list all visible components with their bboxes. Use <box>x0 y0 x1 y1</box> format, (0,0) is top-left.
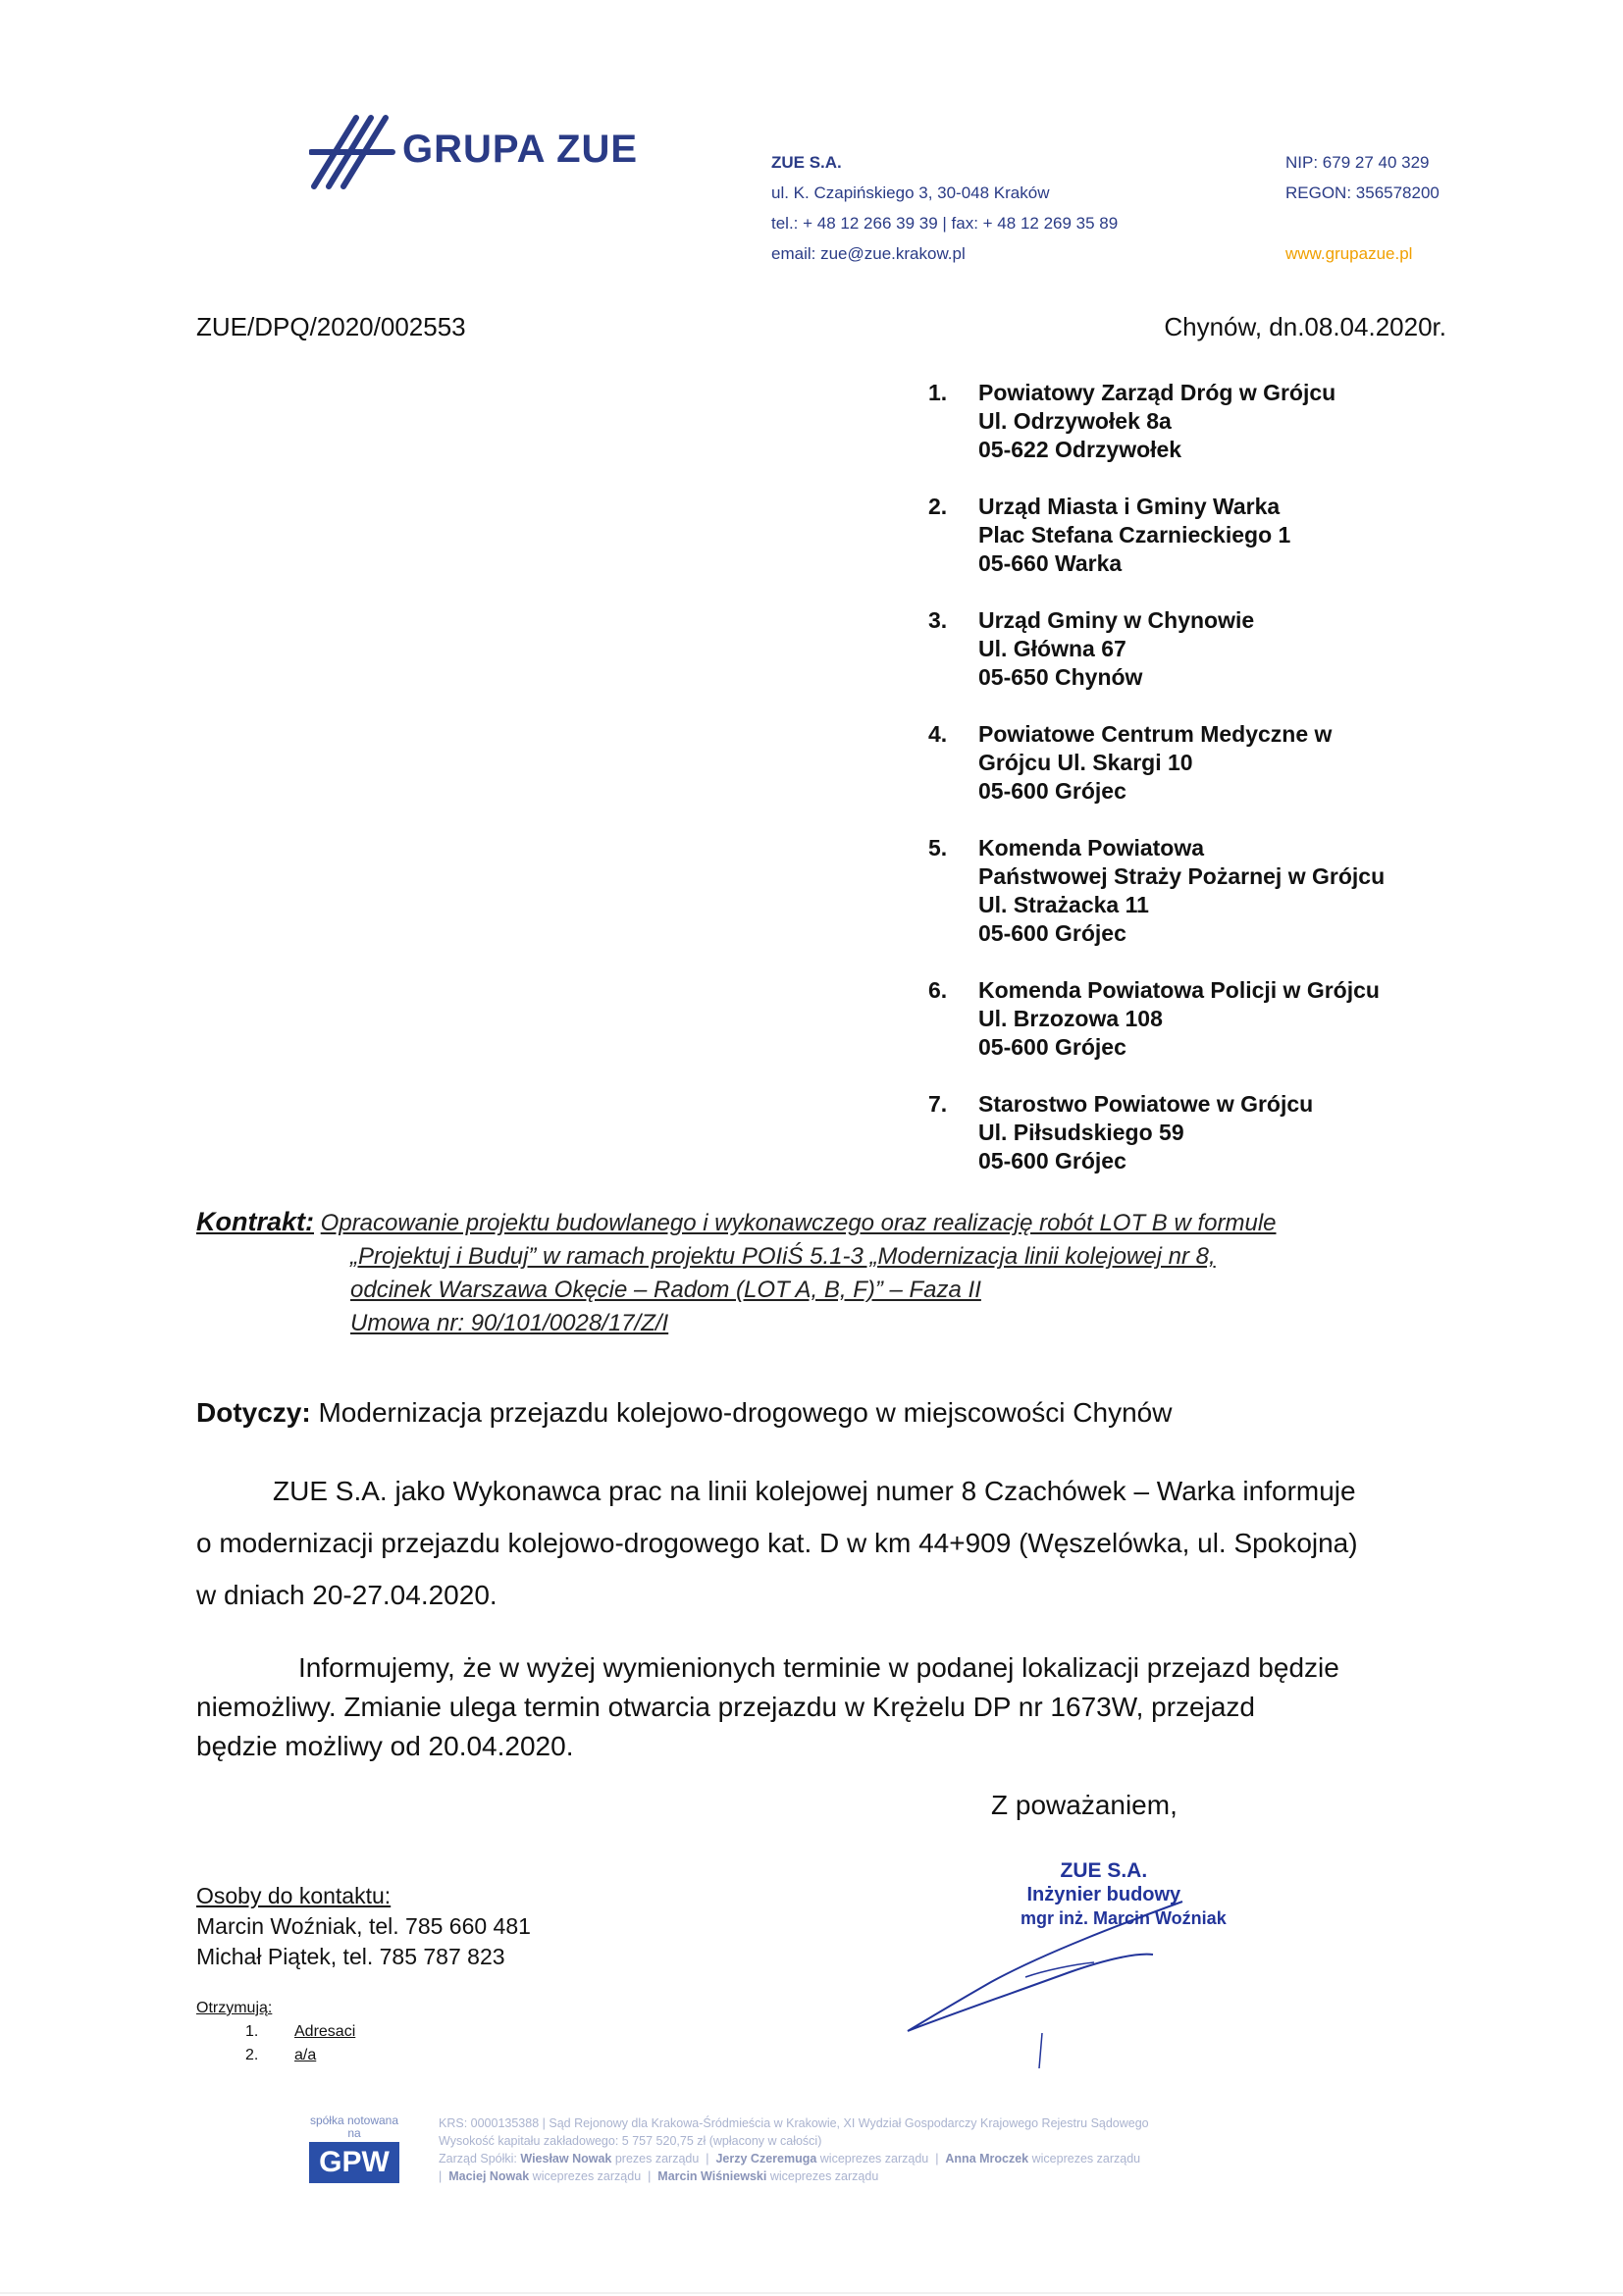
addressee-number: 5. <box>928 835 948 861</box>
footer-board: Zarząd Spółki: Wiesław Nowak prezes zarządu | Jerzy Czeremuga wiceprezes zarządu | Anna Mroczek wiceprezes zarządu <box>439 2152 1141 2166</box>
board-member-role: prezes zarządu <box>614 2152 700 2166</box>
addressee-line: Ul. Piłsudskiego 59 <box>978 1120 1184 1145</box>
board-member-role: wiceprezes zarządu <box>819 2152 929 2166</box>
addressee-number: 2. <box>928 494 948 519</box>
addressee-number: 1. <box>928 380 948 405</box>
board-member-name: Marcin Wiśniewski <box>657 2169 767 2183</box>
board-member-role: wiceprezes zarządu <box>1031 2152 1141 2166</box>
company-nip: NIP: 679 27 40 329 <box>1285 153 1430 172</box>
gpw-badge: GPW <box>309 2142 399 2183</box>
addressee-item <box>928 379 1537 464</box>
addressee-line: Starostwo Powiatowe w Grójcu <box>978 1091 1314 1117</box>
contract-line: „Projektuj i Buduj” w ramach projektu POIiŚ 5.1-3 „Modernizacja linii kolejowej nr 8, <box>350 1243 1216 1270</box>
board-member-name: Wiesław Nowak <box>520 2152 612 2166</box>
body-paragraph-1 <box>196 1465 1472 1621</box>
addressee-item <box>928 606 1537 692</box>
stamp-role: Inżynier budowy <box>1026 1884 1181 1905</box>
addressee-line: Komenda Powiatowa <box>978 835 1205 861</box>
addressee-line: Ul. Brzozowa 108 <box>978 1006 1163 1031</box>
board-member-name: Anna Mroczek <box>945 2152 1029 2166</box>
board-member-name: Maciej Nowak <box>448 2169 530 2183</box>
company-registry <box>1285 147 1440 269</box>
board-member-name: Jerzy Czeremuga <box>715 2152 817 2166</box>
contract-label: Kontrakt: <box>196 1207 314 1236</box>
body-paragraph-2 <box>196 1648 1472 1766</box>
board-prefix: Zarząd Spółki: <box>439 2152 517 2166</box>
paragraph-line: o modernizacji przejazdu kolejowo-drogowego kat. D w km 44+909 (Węszelówka, ul. Spokojna) <box>196 1528 1358 1558</box>
addressee-list <box>928 379 1537 1204</box>
addressee-number: 4. <box>928 721 948 747</box>
regarding-line <box>196 1397 1172 1429</box>
recipient-item <box>196 2020 355 2044</box>
stamp-company: ZUE S.A. <box>1060 1859 1148 1882</box>
contact-person: Marcin Woźniak, tel. 785 660 481 <box>196 1913 531 1939</box>
addressee-line: Urząd Gminy w Chynowie <box>978 607 1255 633</box>
addressee-item <box>928 1090 1537 1175</box>
regarding-label: Dotyczy: <box>196 1397 311 1428</box>
paragraph-line: niemożliwy. Zmianie ulega termin otwarcia przejazdu w Krężelu DP nr 1673W, przejazd <box>196 1692 1255 1722</box>
footer-krs: KRS: 0000135388 | Sąd Rejonowy dla Krakowa-Śródmieścia w Krakowie, XI Wydział Gospodarczy Krajowego Rejestru Sądowego <box>439 2116 1149 2130</box>
footer-capital: Wysokość kapitału zakładowego: 5 757 520,75 zł (wpłacony w całości) <box>439 2134 822 2148</box>
addressee-line: 05-660 Warka <box>978 550 1123 576</box>
contact-persons <box>196 1881 531 1972</box>
company-stamp <box>981 1859 1227 1930</box>
addressee-item <box>928 493 1537 578</box>
addressee-line: Ul. Główna 67 <box>978 636 1126 661</box>
addressee-line: 05-600 Grójec <box>978 778 1126 804</box>
addressee-number: 3. <box>928 607 948 633</box>
addressee-line: 05-600 Grójec <box>978 1034 1126 1060</box>
addressee-item <box>928 720 1537 806</box>
recipient-number: 1. <box>245 2023 259 2040</box>
addressee-line: Powiatowe Centrum Medyczne w <box>978 721 1333 747</box>
addressee-item <box>928 976 1537 1062</box>
logo-text: GRUPA ZUE <box>402 128 639 171</box>
paragraph-line: w dniach 20-27.04.2020. <box>196 1580 497 1610</box>
addressee-line: 05-600 Grójec <box>978 920 1126 946</box>
letter-date: Chynów, dn.08.04.2020r. <box>1164 312 1446 341</box>
recipient-text: Adresaci <box>294 2023 356 2040</box>
recipient-item <box>196 2044 355 2067</box>
signature-mark <box>1030 2031 1050 2070</box>
footer-legal <box>439 2114 1420 2185</box>
addressee-line: 05-600 Grójec <box>978 1148 1126 1174</box>
company-website-link[interactable]: www.grupazue.pl <box>1285 244 1413 263</box>
page-bottom-divider <box>0 2292 1623 2294</box>
paragraph-line: Informujemy, że w wyżej wymienionych terminie w podanej lokalizacji przejazd będzie <box>298 1652 1339 1683</box>
recipients <box>196 1997 355 2067</box>
contract-line: odcinek Warszawa Okęcie – Radom (LOT A, B, F)” – Faza II <box>350 1277 981 1303</box>
company-email: email: zue@zue.krakow.pl <box>771 244 966 263</box>
paragraph-line: będzie możliwy od 20.04.2020. <box>196 1731 574 1761</box>
contract-section <box>196 1205 1472 1340</box>
company-info <box>771 147 1118 269</box>
gpw-caption: spółka notowana na <box>309 2113 399 2140</box>
contract-number: Umowa nr: 90/101/0028/17/Z/I <box>350 1310 669 1336</box>
company-phone-fax: tel.: + 48 12 266 39 39 | fax: + 48 12 269 35 89 <box>771 214 1119 233</box>
addressee-line: 05-650 Chynów <box>978 664 1143 690</box>
company-regon: REGON: 356578200 <box>1285 183 1440 202</box>
addressee-line: Grójcu Ul. Skargi 10 <box>978 750 1193 775</box>
recipients-label: Otrzymują: <box>196 2000 273 2016</box>
board-member-role: wiceprezes zarządu <box>769 2169 879 2183</box>
addressee-line: Ul. Strażacka 11 <box>978 892 1149 917</box>
addressee-line: Urząd Miasta i Gminy Warka <box>978 494 1281 519</box>
recipient-number: 2. <box>245 2047 259 2063</box>
addressee-line: Komenda Powiatowa Policji w Grójcu <box>978 977 1380 1003</box>
addressee-number: 6. <box>928 977 948 1003</box>
company-name: ZUE S.A. <box>771 153 842 172</box>
regarding-text: Modernizacja przejazdu kolejowo-drogowego w miejscowości Chynów <box>318 1397 1173 1428</box>
footer-board-2: | Maciej Nowak wiceprezes zarządu | Marcin Wiśniewski wiceprezes zarządu <box>439 2169 879 2183</box>
addressee-line: Plac Stefana Czarnieckiego 1 <box>978 522 1291 548</box>
letter-reference: ZUE/DPQ/2020/002553 <box>196 312 466 341</box>
company-address: ul. K. Czapińskiego 3, 30-048 Kraków <box>771 183 1050 202</box>
stamp-name: mgr inż. Marcin Woźniak <box>1021 1908 1227 1928</box>
paragraph-line: ZUE S.A. jako Wykonawca prac na linii kolejowej numer 8 Czachówek – Warka informuje <box>273 1476 1356 1506</box>
addressee-line: 05-622 Odrzywołek <box>978 437 1182 462</box>
addressee-line: Ul. Odrzywołek 8a <box>978 408 1172 434</box>
recipient-text: a/a <box>294 2047 317 2063</box>
addressee-item <box>928 834 1537 948</box>
contacts-label: Osoby do kontaktu: <box>196 1883 392 1908</box>
addressee-line: Powiatowy Zarząd Dróg w Grójcu <box>978 380 1336 405</box>
contract-line: Opracowanie projektu budowlanego i wykonawczego oraz realizację robót LOT B w formule <box>320 1210 1277 1236</box>
contact-person: Michał Piątek, tel. 785 787 823 <box>196 1944 505 1969</box>
addressee-line: Państwowej Straży Pożarnej w Grójcu <box>978 863 1386 889</box>
board-member-role: wiceprezes zarządu <box>532 2169 642 2183</box>
closing-salutation: Z poważaniem, <box>991 1790 1178 1820</box>
addressee-number: 7. <box>928 1091 948 1117</box>
